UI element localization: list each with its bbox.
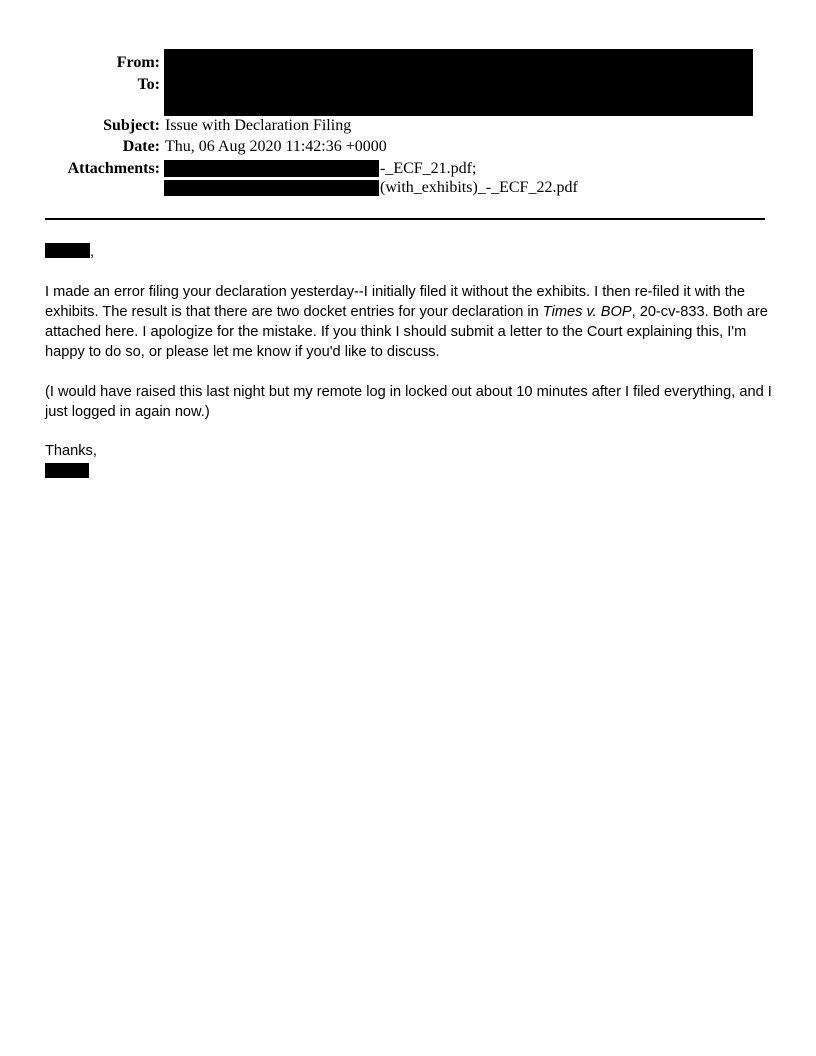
para1-part-a: I made an error filing your declaration yesterday--I initially filed it without the exhibits. I then re-filed it with the exhibits. The result is that there are two docket entries for your declaration in bbox=[45, 284, 746, 320]
from-label: From: bbox=[116, 54, 160, 71]
attachment-1-redaction bbox=[164, 160, 379, 177]
greeting-line bbox=[45, 242, 775, 262]
to-label: To: bbox=[137, 76, 160, 93]
attachment-2-redaction bbox=[164, 180, 379, 196]
body-paragraph-2: (I would have raised this last night but my remote log in locked out about 10 minutes after I filed everything, and I just logged in again now.) bbox=[45, 384, 772, 420]
signoff: Thanks, bbox=[45, 443, 97, 459]
signature-redaction bbox=[45, 463, 89, 478]
greeting-name-redaction bbox=[45, 243, 90, 258]
subject-label: Subject: bbox=[103, 117, 160, 134]
attachments-label: Attachments: bbox=[67, 160, 160, 177]
attachment-1-suffix: -_ECF_21.pdf; bbox=[380, 160, 477, 177]
case-name: Times v. BOP bbox=[542, 304, 632, 320]
subject-value: Issue with Declaration Filing bbox=[165, 117, 352, 134]
from-to-redaction bbox=[164, 49, 753, 116]
para1-part-b: , 20-cv-833. Both are attached here. I apologize for the mistake. If you think I should submit a letter to the Court explaining this, I'm happy to do so, or please let me know if you'd like to discuss. bbox=[45, 304, 768, 360]
date-label: Date: bbox=[122, 138, 160, 155]
date-value: Thu, 06 Aug 2020 11:42:36 +0000 bbox=[165, 138, 387, 155]
header-divider bbox=[45, 218, 765, 220]
attachment-2-suffix: (with_exhibits)_-_ECF_22.pdf bbox=[380, 179, 578, 196]
greeting-suffix: , bbox=[90, 244, 95, 260]
body-paragraph-1 bbox=[45, 282, 775, 362]
